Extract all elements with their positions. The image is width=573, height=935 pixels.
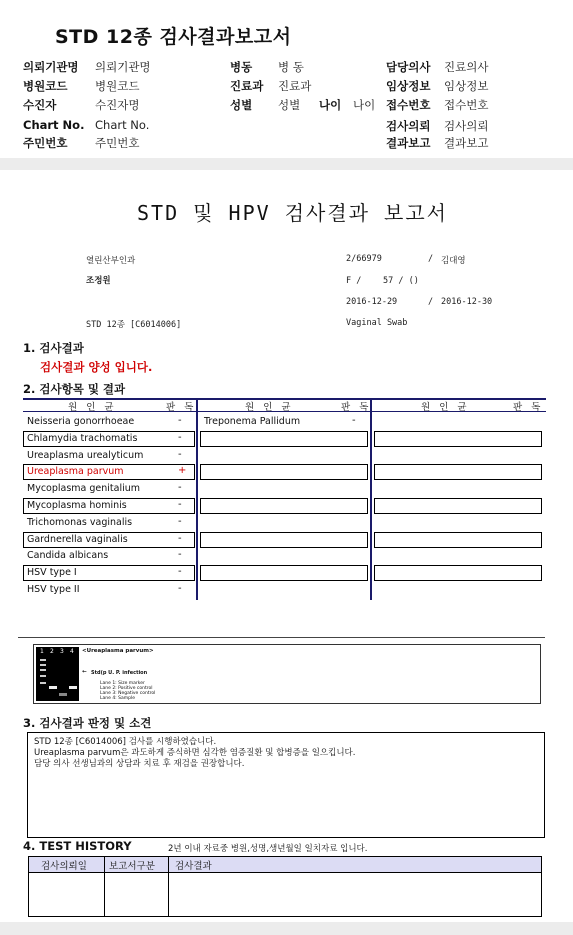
column-divider [370,399,372,600]
section3-title: 3. 검사결과 판정 및 소견 [23,716,152,730]
result-row-box [374,464,542,480]
col-header-judge: 판 독 [166,402,197,413]
field-value: 결과보고 [444,136,489,150]
field-label: 검사의뢰 [386,119,431,133]
field-label: 임상정보 [386,79,431,93]
history-col-result: 검사결과 [175,861,212,872]
lane-number: 3 [60,648,64,655]
legend-entry: Lane 1: Size marker [100,681,145,686]
result-row-box [374,431,542,447]
result-row-box [200,565,368,581]
report-title: STD 및 HPV 검사결과 보고서 [137,201,448,225]
section1-title: 1. 검사결과 [23,341,84,355]
gel-electrophoresis-image [36,647,79,701]
legend-entry: Lane 3: Negative control [100,691,156,696]
result-value: - [178,515,182,527]
organism-name: Chlamydia trachomatis [27,432,138,444]
opinion-line: STD 12종 [C6014006] 검사를 시행하였습니다. [34,737,217,747]
opinion-line: Ureaplasma parvum은 과도하게 증식하면 심각한 염증질환 및 합병증을 일으킵니다. [34,748,356,758]
field-value: 주민번호 [95,136,140,150]
result-row-box [200,498,368,514]
organism-name: Ureaplasma urealyticum [27,449,144,461]
field-value: 수진자명 [95,98,140,112]
organism-name: Treponema Pallidum [204,416,301,427]
specimen: Vaginal Swab [346,318,408,328]
opinion-box [27,732,545,838]
report-panel [0,170,573,922]
organism-name: Neisseria gonorrhoeae [27,416,135,427]
organism-name: HSV type II [27,584,80,595]
field-value: 검사의뢰 [444,119,489,133]
field-value: 의뢰기관명 [95,60,151,74]
organism-name: Candida albicans [27,550,109,562]
result-value: - [178,566,182,578]
patient-name: 조정원 [86,276,111,286]
col-header-organism: 원 인 균 [245,402,294,413]
col-header-judge: 판 독 [513,402,544,413]
header-panel [0,0,573,158]
history-table [28,856,542,917]
header-title: STD 12종 검사결과보고서 [55,26,292,48]
result-row-box [374,565,542,581]
field-label: 나이 [319,98,342,112]
test-name: STD 12종 [C6014006] [86,320,182,330]
field-value: 접수번호 [444,98,489,112]
field-label: 주민번호 [23,136,68,150]
lane-number: 4 [70,648,74,655]
history-note: 2년 이내 자료중 병원,성명,생년월일 일치자료 입니다. [168,844,368,854]
field-value: 임상정보 [444,79,489,93]
result-row-box [374,498,542,514]
field-value: 나이 [353,98,376,112]
result-value: - [178,415,182,426]
field-label: 병동 [230,60,253,74]
field-label: 병원코드 [23,79,68,93]
report-date: 2016-12-30 [441,297,493,307]
result-row-box [200,532,368,548]
organism-name: Mycoplasma genitalium [27,483,141,495]
gel-arrow-label: Std(p U. P. infection [91,670,148,676]
field-value: 진료의사 [444,60,489,74]
field-value: 병 동 [278,60,304,74]
history-header-row [29,857,541,873]
divider [18,637,545,638]
field-label: 결과보고 [386,136,431,150]
slash: / [428,297,434,307]
lane-number: 1 [40,648,44,655]
opinion-line: 담당 의사 선생님과의 상담과 치료 후 재검을 권장합니다. [34,759,245,769]
organism-name: Mycoplasma hominis [27,500,127,511]
field-value: 성별 [278,98,301,112]
result-value: - [178,532,182,544]
request-date: 2016-12-29 [346,297,398,307]
gel-caption: <Ureaplasma parvum> [82,648,154,654]
result-row-box [374,532,542,548]
result-value: - [178,549,182,561]
arrow-icon: ← [82,669,87,675]
organism-name: Trichomonas vaginalis [27,516,133,528]
history-col-date: 검사의뢰일 [41,861,87,872]
result-row-box [200,464,368,480]
result-value: - [178,482,182,494]
id-number: 2/66979 [346,254,382,264]
col-header-judge: 판 독 [341,402,372,413]
field-label: 접수번호 [386,98,431,112]
result-value: + [178,465,187,477]
col-header-organism: 원 인 균 [68,402,117,413]
column-divider [196,399,198,600]
patient-sex: F / [346,276,362,286]
field-label: Chart No. [23,118,85,132]
result-row-box [200,431,368,447]
gel-frame [33,644,541,704]
doctor-name: 김대영 [441,256,466,266]
field-label: 진료과 [230,79,264,93]
result-text: 검사결과 양성 입니다. [40,360,153,374]
result-value: - [178,499,182,510]
field-label: 수진자 [23,98,57,112]
col-header-organism: 원 인 균 [421,402,470,413]
history-col-type: 보고서구분 [109,861,155,872]
slash: / [428,254,434,264]
field-value: 병원코드 [95,79,140,93]
lane-number: 2 [50,648,54,655]
result-value: - [178,583,182,594]
gel-legend [100,681,155,701]
organism-name: HSV type I [27,567,77,579]
result-value: - [178,448,182,460]
organism-name: Gardnerella vaginalis [27,533,128,545]
patient-age: 57 / () [383,276,419,286]
result-value: - [178,431,182,443]
legend-entry: Lane 2: Positive control [100,686,153,691]
result-value: - [352,415,356,426]
section4-title: 4. TEST HISTORY [23,839,132,853]
section2-title: 2. 검사항목 및 결과 [23,382,126,396]
field-value: 진료과 [278,79,312,93]
organism-name: Ureaplasma parvum [27,466,124,478]
hospital-name: 열린산부인과 [86,256,136,266]
field-label: 성별 [230,98,253,112]
field-value: Chart No. [95,118,150,132]
field-label: 담당의사 [386,60,431,74]
legend-entry: Lane 4: Sample [100,696,135,701]
field-label: 의뢰기관명 [23,60,79,74]
